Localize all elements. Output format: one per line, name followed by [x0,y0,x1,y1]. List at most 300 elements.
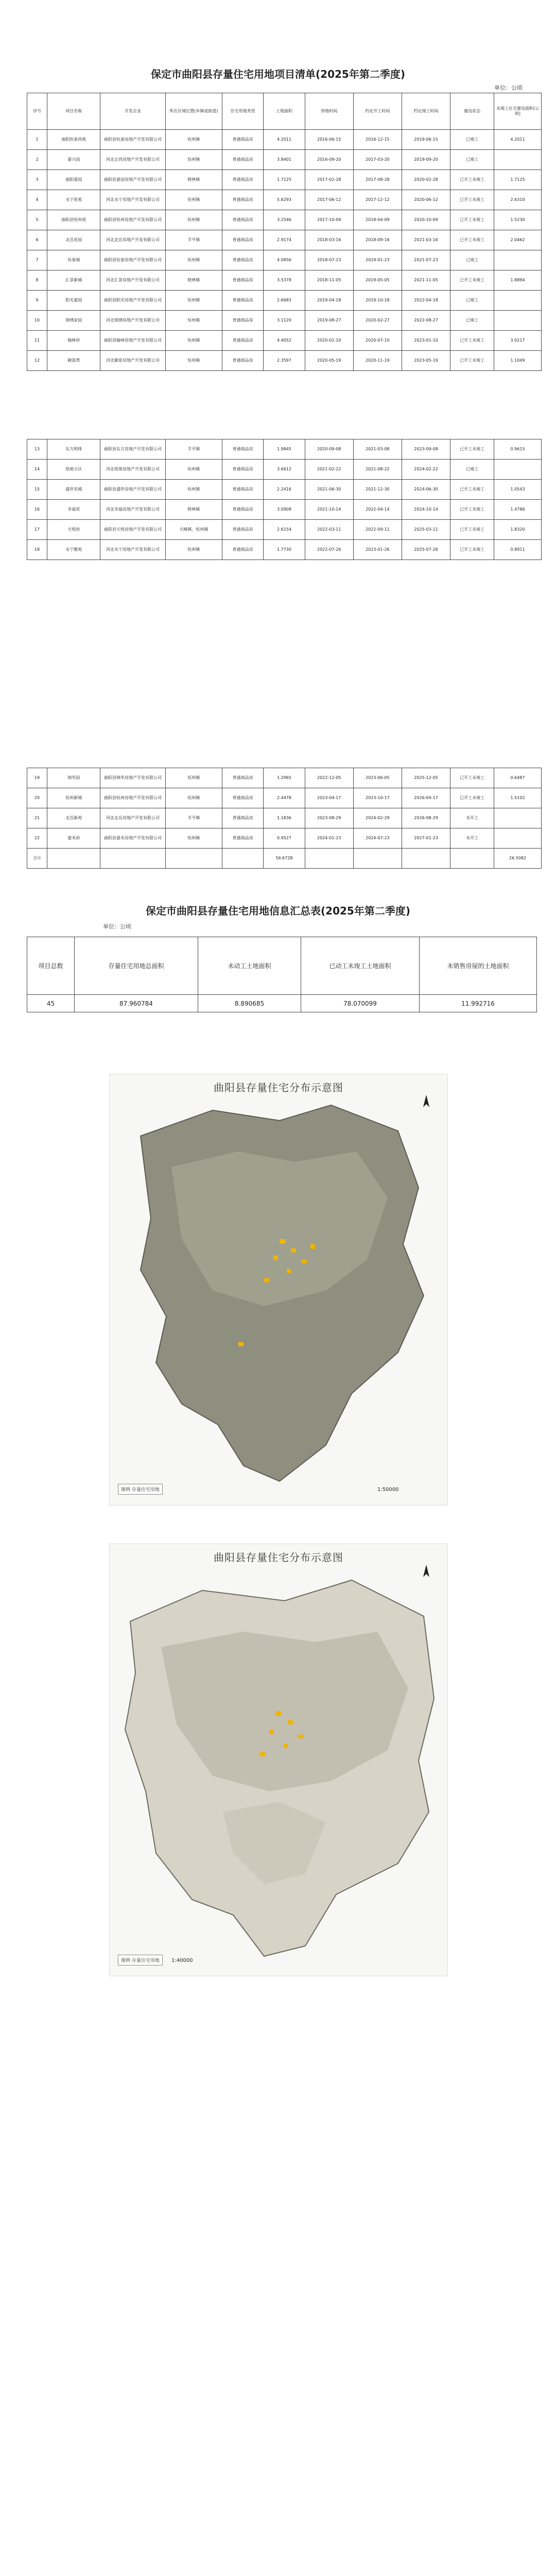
cell-area: 4.2011 [264,130,305,150]
cell-rem [494,828,542,849]
cell-loc: 天峰镇、恒州镇 [165,520,222,540]
header-cell: 所在区域位置(乡镇或街道) [165,93,222,130]
cell-start: 2018-04-09 [353,210,402,230]
table-row [27,250,542,270]
cell-type: 普通商品房 [222,520,263,540]
cell-area: 1.1836 [264,808,305,828]
cell-sup: 2023-04-17 [305,788,353,808]
cell-area: 2.3597 [264,351,305,371]
map-scale: 1:50000 [377,1487,399,1493]
cell-rem: 3.0217 [494,331,542,351]
cell-status: 已开工未竣工 [450,230,494,250]
cell-start: 2017-12-12 [353,190,402,210]
cell-type: 普通商品房 [222,788,263,808]
cell-type: 普通商品房 [222,540,263,560]
cell-status: 已开工未竣工 [450,520,494,540]
cell-start: 2020-11-19 [353,351,402,371]
cell-area: 2.2416 [264,480,305,500]
map-2-graphic [110,1544,447,1976]
cell-start: 2017-03-20 [353,150,402,170]
cell-status: 已竣工 [450,250,494,270]
cell-sup: 2021-02-22 [305,460,353,480]
cell-area: 2.6154 [264,520,305,540]
table-row [27,828,542,849]
summary-value-cell: 11.992716 [420,995,537,1012]
cell-name: 锦华园 [47,768,100,788]
cell-start: 2024-07-23 [353,828,402,849]
cell-loc: 晓林镇 [165,270,222,291]
cell-end: 2024-10-14 [402,500,450,520]
cell-area: 3.1120 [264,311,305,331]
header-cell: 住宅用地类型 [222,93,263,130]
cell-end: 2025-07-26 [402,540,450,560]
cell-name: 翰林府 [47,331,100,351]
cell-area: 2.6683 [264,291,305,311]
cell-loc: 恒州镇 [165,150,222,170]
cell-status: 已开工未竣工 [450,439,494,460]
cell-area: 3.6612 [264,460,305,480]
table-row [27,788,542,808]
north-arrow-icon [423,1565,429,1577]
cell-dev: 曲阳县恒州房地产开发有限公司 [100,788,165,808]
cell-rem: 0.8911 [494,540,542,560]
cell-no: 16 [27,500,47,520]
detail-table-2 [27,439,542,560]
table-row [27,230,542,250]
cell-dev: 河北幸福房地产开发有限公司 [100,500,165,520]
cell-no: 13 [27,439,47,460]
cell-rem: 1.0543 [494,480,542,500]
cell-name: 曲阳县恒州苑 [47,210,100,230]
cell-status: 已开工未竣工 [450,351,494,371]
cell-start: 2023-01-26 [353,540,402,560]
cell-type: 普通商品房 [222,291,263,311]
cell-end: 2019-09-20 [402,150,450,170]
cell-loc: 恒州镇 [165,130,222,150]
cell-status: 已开工未竣工 [450,270,494,291]
cell-no: 21 [27,808,47,828]
total-remaining: 26.5082 [494,849,542,869]
table-header-row [27,93,542,130]
cell-type: 普通商品房 [222,331,263,351]
header-cell: 约定竣工时间 [402,93,450,130]
cell-loc: 恒州镇 [165,768,222,788]
cell-no: 12 [27,351,47,371]
cell-status: 已竣工 [450,460,494,480]
cell-sup: 2024-01-23 [305,828,353,849]
table-row [27,190,542,210]
cell-status: 未开工 [450,808,494,828]
cell-no: 20 [27,788,47,808]
cell-sup: 2020-01-10 [305,331,353,351]
total-row [27,849,542,869]
cell-start: 2021-03-08 [353,439,402,460]
cell-rem [494,311,542,331]
distribution-map-1 [109,1074,448,1505]
cell-loc: 羊平镇 [165,439,222,460]
cell-end: 2025-03-11 [402,520,450,540]
cell-type: 普通商品房 [222,460,263,480]
cell-name: 恒泰城 [47,250,100,270]
cell-rem: 1.1049 [494,351,542,371]
north-arrow-icon [423,1095,429,1107]
cell-no: 14 [27,460,47,480]
cell-name: 曲阳恒泰尚苑 [47,130,100,150]
cell-dev: 河北御景房地产开发有限公司 [100,351,165,371]
cell-loc: 恒州镇 [165,788,222,808]
cell-status: 已开工未竣工 [450,480,494,500]
cell-end: 2022-04-18 [402,291,450,311]
table-row [27,130,542,150]
cell-sup: 2020-05-19 [305,351,353,371]
cell-sup: 2017-06-12 [305,190,353,210]
table-row [27,351,542,371]
cell-dev: 曲阳县翰林房地产开发有限公司 [100,331,165,351]
table-row [27,480,542,500]
cell-rem [494,460,542,480]
cell-dev: 曲阳县恒泰房地产开发有限公司 [100,250,165,270]
cell-sup: 2019-08-27 [305,311,353,331]
cell-loc: 恒州镇 [165,311,222,331]
table-row [27,150,542,170]
cell-dev: 曲阳县锦华房地产开发有限公司 [100,768,165,788]
cell-rem: 0.9615 [494,439,542,460]
cell-sup: 2020-09-08 [305,439,353,460]
summary-value-row [27,995,537,1012]
table-row [27,808,542,828]
cell-name: 幸福里 [47,500,100,520]
cell-type: 普通商品房 [222,311,263,331]
cell-start: 2016-12-15 [353,130,402,150]
cell-dev: 河北北岳房地产开发有限公司 [100,808,165,828]
cell-name: 恒州新城 [47,788,100,808]
cell-end: 2024-06-30 [402,480,450,500]
cell-dev: 曲阳县天悦房地产开发有限公司 [100,520,165,540]
cell-sup: 2022-03-11 [305,520,353,540]
cell-sup: 2017-02-28 [305,170,353,190]
cell-sup: 2016-06-15 [305,130,353,150]
cell-dev: 河北锦绣房地产开发有限公司 [100,311,165,331]
summary-value-cell: 78.070099 [301,995,420,1012]
unit-label: 单位：公顷 [494,84,523,91]
cell-loc: 晓林镇 [165,170,222,190]
cell-name: 永宁雅苑 [47,540,100,560]
cell-end: 2022-08-27 [402,311,450,331]
document-title: 保定市曲阳县存量住宅用地项目清单(2025年第二季度) [151,68,405,80]
table-row [27,460,542,480]
cell-end: 2026-04-17 [402,788,450,808]
cell-no: 17 [27,520,47,540]
cell-area: 3.2546 [264,210,305,230]
cell-sup: 2017-10-09 [305,210,353,230]
cell-end: 2024-02-22 [402,460,450,480]
cell-no: 1 [27,130,47,150]
cell-no: 6 [27,230,47,250]
cell-loc: 恒州镇 [165,250,222,270]
cell-end: 2026-08-29 [402,808,450,828]
cell-sup: 2022-07-26 [305,540,353,560]
header-cell: 约定开工时间 [353,93,402,130]
cell-loc: 恒州镇 [165,331,222,351]
cell-dev: 曲阳县恒州房地产开发有限公司 [100,210,165,230]
cell-end: 2027-01-23 [402,828,450,849]
distribution-map-2 [109,1544,448,1976]
cell-sup: 2016-09-20 [305,150,353,170]
cell-loc: 恒州镇 [165,291,222,311]
cell-dev: 曲阳县阳光房地产开发有限公司 [100,291,165,311]
cell-status: 已开工未竣工 [450,210,494,230]
summary-header-cell: 未动工土地面积 [198,937,301,995]
cell-name: 嘉禾府 [47,828,100,849]
summary-header-cell: 已动工未竣工土地面积 [301,937,420,995]
table-row [27,210,542,230]
cell-end: 2023-01-10 [402,331,450,351]
cell-dev: 河北铭苑房地产开发有限公司 [100,460,165,480]
cell-end: 2020-10-09 [402,210,450,230]
cell-start: 2019-01-23 [353,250,402,270]
cell-loc: 恒州镇 [165,190,222,210]
cell-start: 2022-09-11 [353,520,402,540]
cell-end: 2021-03-16 [402,230,450,250]
cell-type: 普通商品房 [222,250,263,270]
cell-sup: 2022-12-05 [305,768,353,788]
detail-table-1 [27,93,542,371]
detail-table-section-3 [27,768,542,869]
table-row [27,768,542,788]
cell-area: 4.4052 [264,331,305,351]
cell-start: 2021-12-30 [353,480,402,500]
cell-loc: 恒州镇 [165,351,222,371]
summary-value-cell: 8.890685 [198,995,301,1012]
summary-header-cell: 未销售房屋的土地面积 [420,937,537,995]
map-legend: 图例 存量住宅用地 [118,1955,163,1965]
header-cell: 未竣工住宅建设面积(公顷) [494,93,542,130]
cell-area: 3.5378 [264,270,305,291]
cell-type: 普通商品房 [222,270,263,291]
cell-status: 已开工未竣工 [450,170,494,190]
table-row [27,439,542,460]
cell-start: 2020-07-10 [353,331,402,351]
summary-table [27,937,537,1012]
cell-no: 15 [27,480,47,500]
cell-status: 已开工未竣工 [450,768,494,788]
cell-no: 8 [27,270,47,291]
cell-area: 1.9845 [264,439,305,460]
cell-no: 11 [27,331,47,351]
cell-status: 已竣工 [450,150,494,170]
cell-no: 3 [27,170,47,190]
cell-dev: 曲阳县嘉禾房地产开发有限公司 [100,828,165,849]
cell-name: 天悦府 [47,520,100,540]
cell-start: 2017-08-28 [353,170,402,190]
cell-status: 已开工未竣工 [450,331,494,351]
cell-area: 0.9527 [264,828,305,849]
summary-value-cell: 45 [27,995,75,1012]
cell-rem: 2.6310 [494,190,542,210]
cell-type: 普通商品房 [222,130,263,150]
detail-table-section-1 [27,93,542,371]
cell-status: 未开工 [450,828,494,849]
cell-rem [494,808,542,828]
cell-sup: 2021-10-14 [305,500,353,520]
cell-start: 2021-08-22 [353,460,402,480]
cell-sup: 2018-11-05 [305,270,353,291]
cell-name: 东方明珠 [47,439,100,460]
cell-name: 北岳花园 [47,230,100,250]
cell-sup: 2023-08-29 [305,808,353,828]
map-legend: 图例 存量住宅用地 [118,1484,163,1495]
cell-dev: 曲阳县嘉园房地产开发有限公司 [100,170,165,190]
cell-rem: 1.5230 [494,210,542,230]
cell-status: 已竣工 [450,291,494,311]
summary-header-row [27,937,537,995]
cell-status: 已开工未竣工 [450,190,494,210]
cell-no: 2 [27,150,47,170]
cell-name: 北岳新苑 [47,808,100,828]
cell-rem: 1.5102 [494,788,542,808]
cell-loc: 恒州镇 [165,540,222,560]
cell-rem [494,150,542,170]
cell-no: 5 [27,210,47,230]
map-title: 曲阳县存量住宅分布示意图 [214,1551,343,1564]
table-row [27,170,542,190]
cell-end: 2020-02-28 [402,170,450,190]
cell-name: 铭苑小区 [47,460,100,480]
cell-name: 汇景新城 [47,270,100,291]
cell-end: 2023-09-08 [402,439,450,460]
cell-no: 7 [27,250,47,270]
table-row [27,331,542,351]
cell-start: 2019-10-18 [353,291,402,311]
cell-rem: 2.0462 [494,230,542,250]
table-row [27,311,542,331]
cell-rem: 1.8894 [494,270,542,291]
cell-start: 2023-06-05 [353,768,402,788]
cell-loc: 恒州镇 [165,828,222,849]
map-scale: 1:40000 [171,1958,193,1963]
cell-status: 已竣工 [450,311,494,331]
header-cell: 建设状态 [450,93,494,130]
cell-dev: 曲阳县盛世房地产开发有限公司 [100,480,165,500]
cell-sup: 2021-06-30 [305,480,353,500]
cell-no: 18 [27,540,47,560]
cell-type: 普通商品房 [222,351,263,371]
cell-name: 曲阳嘉园 [47,170,100,190]
cell-name: 锦绣家园 [47,311,100,331]
cell-status: 已开工未竣工 [450,540,494,560]
cell-status: 已开工未竣工 [450,788,494,808]
cell-type: 普通商品房 [222,480,263,500]
cell-area: 1.7730 [264,540,305,560]
cell-loc: 恒州镇 [165,210,222,230]
cell-area: 3.8401 [264,150,305,170]
cell-start: 2018-09-16 [353,230,402,250]
summary-title: 保定市曲阳县存量住宅用地信息汇总表(2025年第二季度) [146,905,410,917]
cell-type: 普通商品房 [222,500,263,520]
cell-area: 3.0908 [264,500,305,520]
cell-sup: 2019-04-18 [305,291,353,311]
cell-sup: 2018-07-23 [305,250,353,270]
header-cell: 序号 [27,93,47,130]
cell-start: 2023-10-17 [353,788,402,808]
cell-end: 2021-07-23 [402,250,450,270]
cell-dev: 曲阳县恒泰房地产开发有限公司 [100,130,165,150]
header-cell: 开发企业 [100,93,165,130]
cell-type: 普通商品房 [222,768,263,788]
table-row [27,540,542,560]
cell-end: 2019-06-15 [402,130,450,150]
cell-rem: 1.8320 [494,520,542,540]
cell-type: 普通商品房 [222,150,263,170]
table-row [27,500,542,520]
cell-area: 2.4478 [264,788,305,808]
cell-type: 普通商品房 [222,808,263,828]
cell-status: 已竣工 [450,130,494,150]
cell-start: 2020-02-27 [353,311,402,331]
cell-no: 22 [27,828,47,849]
cell-loc: 晓林镇 [165,500,222,520]
cell-rem: 4.2011 [494,130,542,150]
cell-type: 普通商品房 [222,230,263,250]
summary-value-cell: 87.960784 [75,995,198,1012]
cell-name: 永宁花苑 [47,190,100,210]
header-cell: 土地面积 [264,93,305,130]
cell-end: 2020-06-12 [402,190,450,210]
cell-start: 2019-05-05 [353,270,402,291]
cell-type: 普通商品房 [222,210,263,230]
cell-name: 御景湾 [47,351,100,371]
cell-end: 2025-12-05 [402,768,450,788]
cell-start: 2022-04-14 [353,500,402,520]
cell-no: 9 [27,291,47,311]
cell-sup: 2018-03-16 [305,230,353,250]
cell-dev: 河北永宁房地产开发有限公司 [100,540,165,560]
cell-no: 10 [27,311,47,331]
cell-name: 阳光嘉园 [47,291,100,311]
cell-loc: 羊平镇 [165,230,222,250]
detail-table-3 [27,768,542,869]
cell-dev: 河北汇景房地产开发有限公司 [100,270,165,291]
cell-rem [494,250,542,270]
cell-dev: 河北正尚房地产开发有限公司 [100,150,165,170]
cell-dev: 曲阳县东方房地产开发有限公司 [100,439,165,460]
cell-type: 普通商品房 [222,190,263,210]
cell-area: 1.7125 [264,170,305,190]
table-row [27,270,542,291]
summary-header-cell: 存量住宅用地总面积 [75,937,198,995]
cell-rem: 1.7125 [494,170,542,190]
header-cell: 供地时间 [305,93,353,130]
cell-type: 普通商品房 [222,439,263,460]
table-row [27,291,542,311]
map-title: 曲阳县存量住宅分布示意图 [214,1081,343,1094]
summary-unit-label: 单位：公顷 [103,923,131,930]
cell-rem [494,291,542,311]
cell-rem: 1.4786 [494,500,542,520]
cell-area: 4.0856 [264,250,305,270]
cell-area: 5.6293 [264,190,305,210]
cell-loc: 恒州镇 [165,480,222,500]
cell-loc: 羊平镇 [165,808,222,828]
cell-start: 2024-02-29 [353,808,402,828]
cell-type: 普通商品房 [222,828,263,849]
table-row [27,520,542,540]
cell-dev: 河北北岳房地产开发有限公司 [100,230,165,250]
cell-name: 盛世名城 [47,480,100,500]
summary-header-cell: 项目总数 [27,937,75,995]
total-area: 56.6728 [264,849,305,869]
header-cell: 项目名称 [47,93,100,130]
